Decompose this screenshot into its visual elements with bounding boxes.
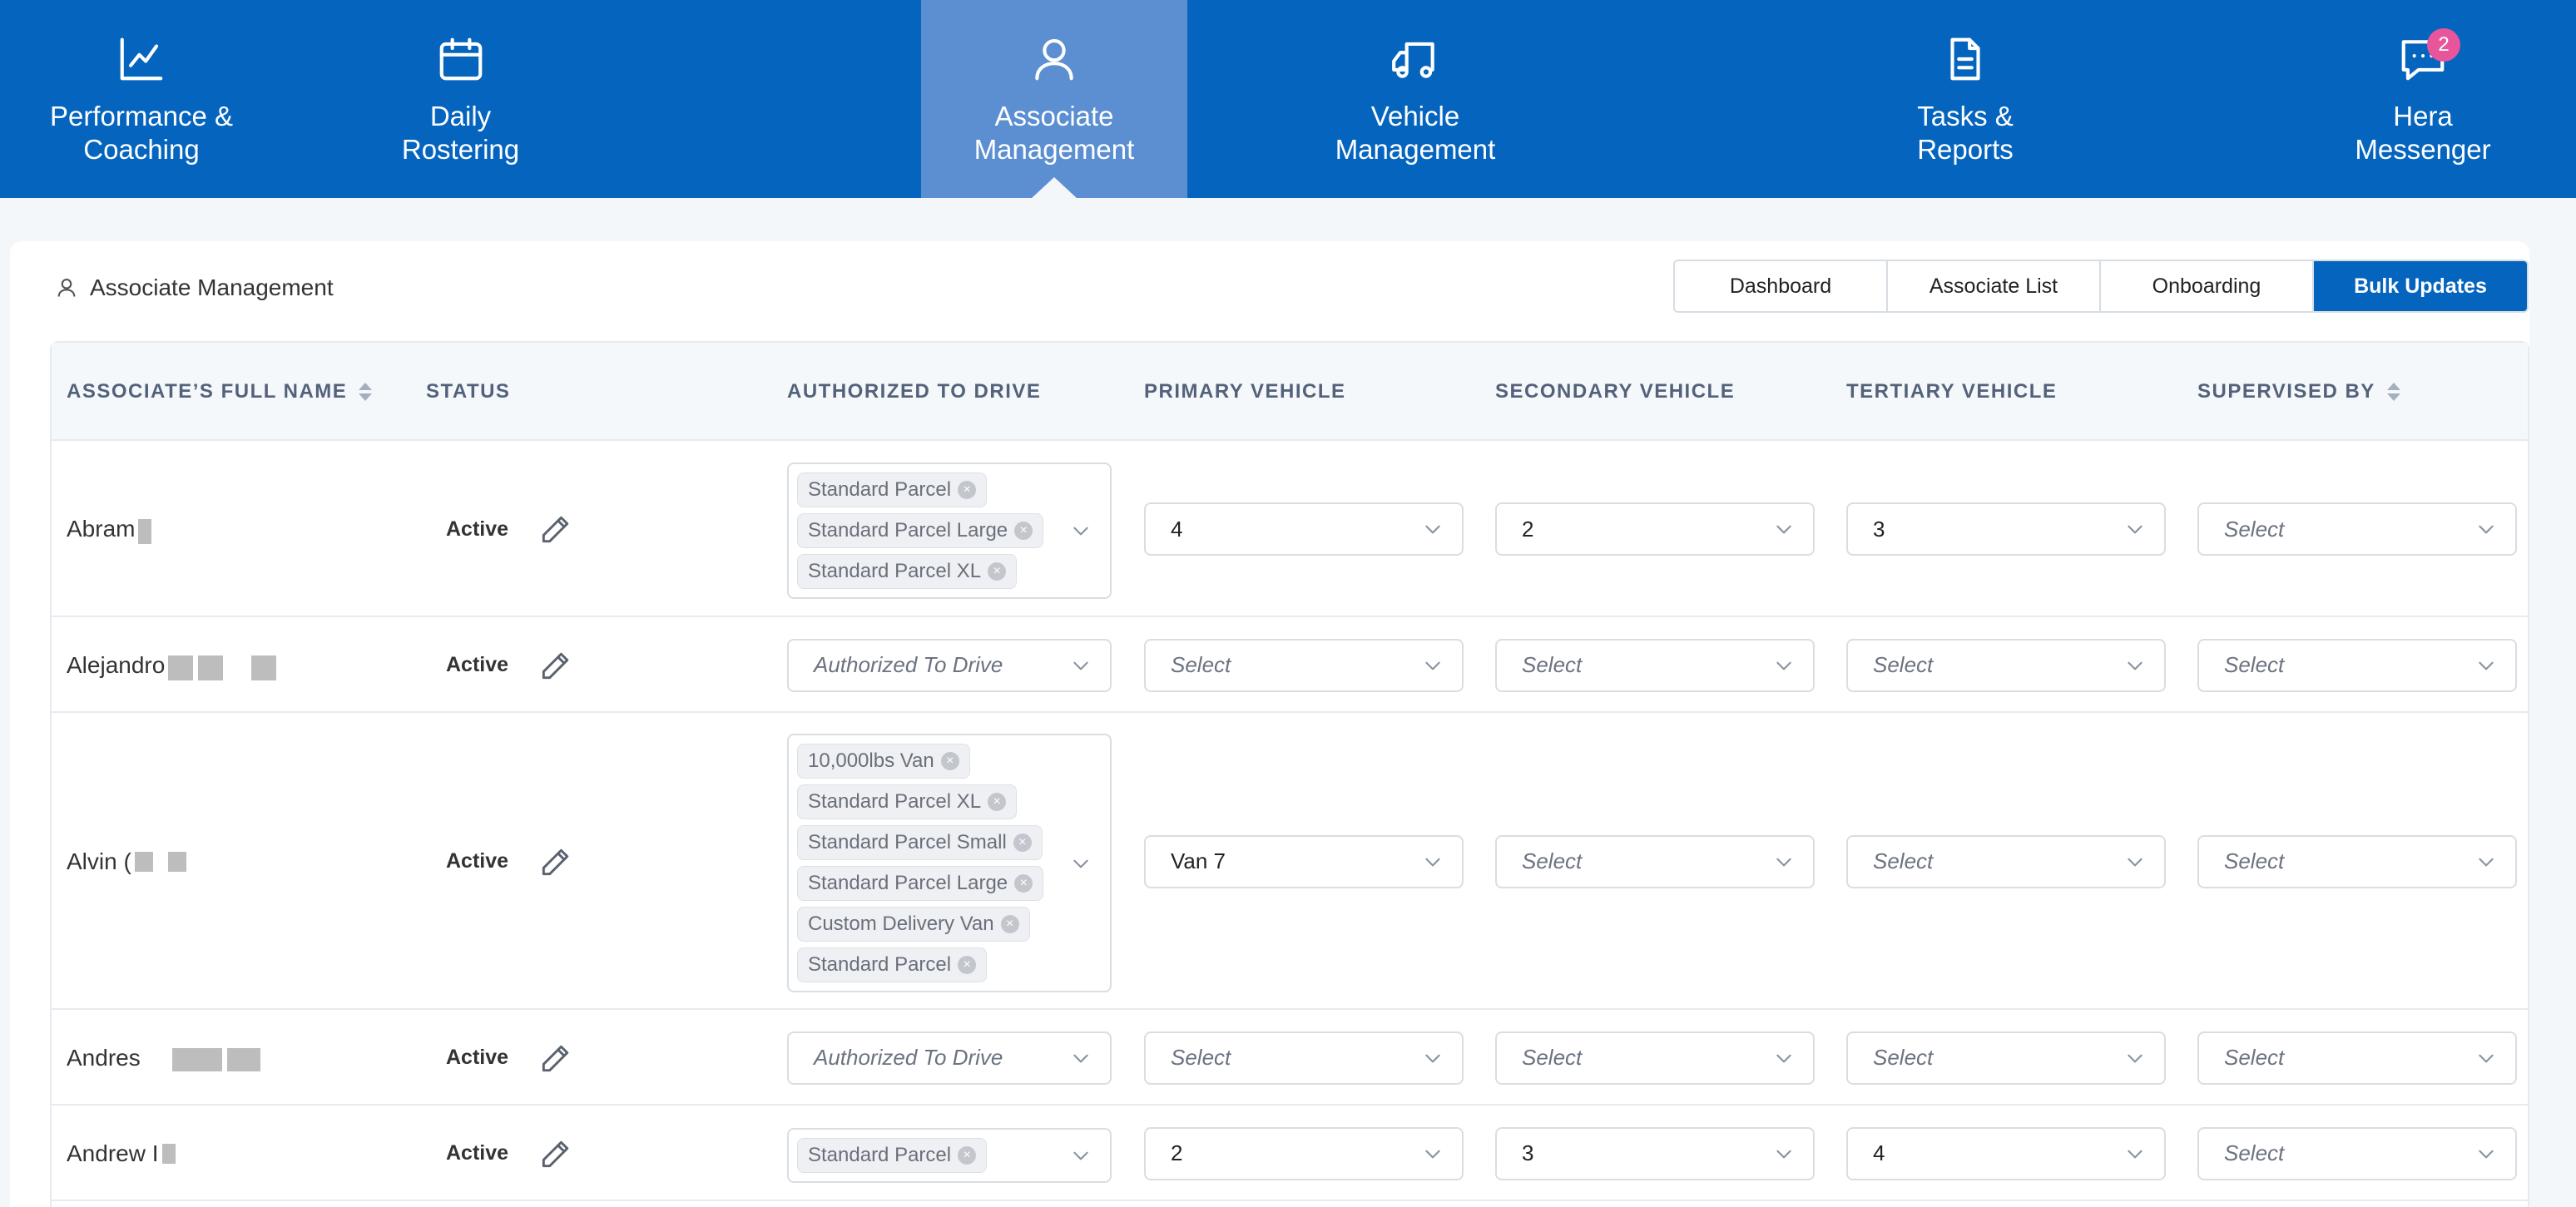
chevron-down-icon [2475, 1143, 2497, 1165]
tag-label: Standard Parcel [808, 478, 952, 501]
tab-bulk-updates[interactable]: Bulk Updates [2314, 261, 2527, 311]
column-header-label: AUTHORIZED TO DRIVE [787, 380, 1042, 403]
supervised-by-select[interactable] [2197, 502, 2517, 556]
select-value: 4 [1171, 516, 1183, 542]
vehicle-type-tag [797, 554, 1017, 589]
edit-status-pencil-icon[interactable] [537, 843, 574, 880]
sort-icon[interactable] [359, 383, 372, 401]
document-icon [1939, 33, 1991, 85]
associate-name [67, 845, 251, 878]
associate-name-text: Abram [67, 516, 136, 542]
nav-label: Vehicle Management [1335, 101, 1496, 165]
view-tabs [1673, 260, 2529, 313]
table-row [52, 1106, 2528, 1201]
supervised-by-select[interactable] [2197, 639, 2517, 692]
nav-label: Tasks & Reports [1917, 101, 2014, 165]
column-header-name[interactable] [67, 343, 372, 441]
chevron-down-icon [1773, 851, 1795, 873]
card-header [10, 241, 2529, 333]
top-navigation [0, 0, 2576, 198]
associate-name [67, 649, 285, 682]
supervised-by-select[interactable] [2197, 1127, 2517, 1180]
select-value: Select [2224, 652, 2285, 677]
associate-name-text: Andres [67, 1044, 141, 1071]
tag-label: Standard Parcel Large [808, 519, 1008, 542]
tag-label: Custom Delivery Van [808, 913, 994, 935]
column-header-primary [1144, 343, 1346, 441]
remove-tag-icon[interactable]: × [1013, 834, 1032, 852]
user-icon [55, 276, 78, 299]
vehicle-type-tag [797, 907, 1030, 942]
redacted-surname [162, 1139, 279, 1169]
tertiary-vehicle-select[interactable] [1846, 1031, 2166, 1085]
associate-name-text: Alejandro [67, 651, 166, 678]
tab-onboarding[interactable]: Onboarding [2101, 261, 2314, 311]
primary-vehicle-select[interactable] [1144, 835, 1464, 888]
primary-vehicle-select[interactable] [1144, 639, 1464, 692]
select-value: Select [1873, 848, 1934, 873]
authorized-to-drive-multiselect[interactable] [787, 1128, 1112, 1183]
edit-status-pencil-icon[interactable] [537, 511, 574, 547]
tag-label: Standard Parcel [808, 953, 952, 976]
tertiary-vehicle-select[interactable] [1846, 835, 2166, 888]
tab-dashboard[interactable]: Dashboard [1675, 261, 1888, 311]
tag-label: Standard Parcel XL [808, 560, 982, 582]
supervised-by-select[interactable] [2197, 1031, 2517, 1085]
column-header-label: PRIMARY VEHICLE [1144, 380, 1346, 403]
select-value: Select [1171, 1045, 1231, 1070]
select-value: Select [1873, 1045, 1934, 1070]
remove-tag-icon[interactable]: × [958, 481, 976, 499]
chevron-down-icon [2124, 1143, 2146, 1165]
notification-badge: 2 [2427, 28, 2460, 62]
column-header-label: SUPERVISED BY [2197, 380, 2375, 403]
chevron-down-icon [1773, 655, 1795, 676]
nav-tasks-reports[interactable] [1737, 0, 2193, 198]
vehicle-type-tag [797, 513, 1043, 548]
secondary-vehicle-select[interactable] [1495, 835, 1815, 888]
status-text: Active [446, 1046, 509, 1069]
vehicle-type-tag [797, 744, 970, 779]
table-row [52, 617, 2528, 713]
vehicle-type-tag [797, 472, 987, 507]
redacted-surname [144, 1043, 260, 1073]
select-value: 2 [1522, 516, 1534, 542]
chevron-down-icon [2475, 1047, 2497, 1069]
column-header-label: TERTIARY VEHICLE [1846, 380, 2058, 403]
edit-status-pencil-icon[interactable] [537, 1040, 574, 1076]
select-value: Select [2224, 1045, 2285, 1070]
remove-tag-icon[interactable]: × [1014, 522, 1033, 540]
associate-name [67, 512, 255, 546]
chevron-down-icon [1773, 1047, 1795, 1069]
chevron-down-icon [2124, 655, 2146, 676]
edit-status-pencil-icon[interactable] [537, 647, 574, 684]
bulk-updates-table [50, 341, 2529, 1207]
column-header-authorized [787, 343, 1041, 441]
redacted-surname [168, 650, 285, 680]
secondary-vehicle-select[interactable] [1495, 1031, 1815, 1085]
chevron-down-icon [1422, 655, 1444, 676]
chevron-down-icon [1773, 518, 1795, 540]
nav-performance-coaching[interactable] [0, 0, 283, 198]
chevron-down-icon [1422, 851, 1444, 873]
select-value: Select [1171, 652, 1231, 677]
redacted-surname [135, 847, 251, 877]
secondary-vehicle-select[interactable] [1495, 502, 1815, 556]
secondary-vehicle-select[interactable] [1495, 639, 1815, 692]
select-value: Select [2224, 516, 2285, 542]
nav-daily-rostering[interactable] [283, 0, 638, 198]
nav-hera-messenger[interactable] [2247, 0, 2576, 198]
page-title [55, 275, 334, 301]
column-header-status [426, 343, 510, 441]
main-card [10, 241, 2529, 1207]
select-value: Select [2224, 1140, 2285, 1165]
remove-tag-icon[interactable]: × [958, 1146, 976, 1165]
tertiary-vehicle-select[interactable] [1846, 1127, 2166, 1180]
nav-label: Daily Rostering [401, 101, 520, 165]
authorized-to-drive-select[interactable] [787, 1031, 1112, 1085]
column-header-label: ASSOCIATE’S FULL NAME [67, 380, 348, 403]
calendar-icon [435, 33, 487, 85]
remove-tag-icon[interactable]: × [1001, 915, 1019, 933]
tag-label: Standard Parcel [808, 1143, 952, 1166]
authorized-to-drive-multiselect[interactable] [787, 463, 1112, 599]
select-value: 3 [1873, 516, 1885, 542]
chevron-down-icon [1422, 1143, 1444, 1165]
nav-label: Hera Messenger [2355, 101, 2491, 165]
page-title-text: Associate Management [90, 275, 334, 300]
tag-label: Standard Parcel Small [808, 831, 1007, 853]
table-row [52, 1010, 2528, 1106]
primary-vehicle-select[interactable] [1144, 502, 1464, 556]
associate-name [67, 1137, 279, 1170]
select-value: Select [2224, 848, 2285, 873]
user-icon [1028, 33, 1080, 85]
chevron-down-icon [2124, 1047, 2146, 1069]
status-text: Active [446, 1141, 509, 1165]
chevron-down-icon [1422, 518, 1444, 540]
vehicle-type-tag [797, 1138, 987, 1173]
select-value: Select [1522, 652, 1583, 677]
chevron-down-icon [2475, 655, 2497, 676]
column-header-tertiary [1846, 343, 2057, 441]
status-text: Active [446, 517, 509, 541]
chevron-down-icon [2124, 851, 2146, 873]
authorized-to-drive-select[interactable] [787, 639, 1112, 692]
select-value: Select [1522, 1045, 1583, 1070]
chevron-down-icon [1773, 1143, 1795, 1165]
chat-icon [2397, 33, 2449, 85]
edit-status-pencil-icon[interactable] [537, 1135, 574, 1172]
table-row [52, 713, 2528, 1010]
remove-tag-icon[interactable]: × [958, 956, 976, 974]
associate-name [67, 1041, 260, 1075]
vehicle-type-tag [797, 784, 1017, 819]
tag-label: Standard Parcel Large [808, 872, 1008, 894]
vehicle-type-tag [797, 825, 1043, 860]
chevron-down-icon [1070, 520, 1092, 542]
tag-label: Standard Parcel XL [808, 790, 982, 813]
tab-associate-list[interactable]: Associate List [1888, 261, 2101, 311]
chevron-down-icon [2475, 518, 2497, 540]
chevron-down-icon [1070, 853, 1092, 874]
tertiary-vehicle-select[interactable] [1846, 502, 2166, 556]
chevron-down-icon [1070, 1145, 1092, 1166]
select-value: Authorized To Drive [814, 652, 1003, 677]
select-value: Authorized To Drive [814, 1045, 1003, 1070]
nav-label: Associate Management [973, 101, 1135, 165]
column-header-secondary [1495, 343, 1735, 441]
remove-tag-icon[interactable]: × [988, 793, 1006, 811]
select-value: Select [1873, 652, 1934, 677]
chevron-down-icon [1422, 1047, 1444, 1069]
primary-vehicle-select[interactable] [1144, 1031, 1464, 1085]
vehicle-type-tag [797, 866, 1043, 901]
remove-tag-icon[interactable]: × [988, 562, 1006, 581]
remove-tag-icon[interactable]: × [941, 752, 959, 770]
column-header-supervised[interactable] [2197, 343, 2400, 441]
column-header-label: STATUS [426, 380, 511, 403]
chevron-down-icon [1070, 1047, 1092, 1069]
redacted-surname [138, 514, 255, 544]
associate-name-text: Andrew I [67, 1140, 159, 1166]
secondary-vehicle-select[interactable] [1495, 1127, 1815, 1180]
authorized-to-drive-multiselect[interactable] [787, 734, 1112, 992]
select-value: 2 [1171, 1140, 1183, 1165]
sort-icon[interactable] [2387, 383, 2400, 401]
tag-label: 10,000lbs Van [808, 749, 934, 772]
chevron-down-icon [2124, 518, 2146, 540]
select-value: 3 [1522, 1140, 1534, 1165]
chevron-down-icon [2475, 851, 2497, 873]
truck-icon [1390, 33, 1441, 85]
column-header-label: SECONDARY VEHICLE [1495, 380, 1736, 403]
vehicle-type-tag [797, 947, 987, 982]
chart-line-icon [116, 33, 167, 85]
associate-name-text: Alvin ( [67, 848, 131, 874]
select-value: Van 7 [1171, 848, 1226, 873]
select-value: Select [1522, 848, 1583, 873]
remove-tag-icon[interactable]: × [1014, 874, 1033, 893]
nav-associate-management[interactable] [921, 0, 1187, 198]
table-row [52, 441, 2528, 617]
table-header [52, 343, 2528, 441]
chevron-down-icon [1070, 655, 1092, 676]
nav-vehicle-management[interactable] [1187, 0, 1643, 198]
nav-label: Performance & Coaching [49, 101, 234, 165]
tertiary-vehicle-select[interactable] [1846, 639, 2166, 692]
status-text: Active [446, 849, 509, 873]
supervised-by-select[interactable] [2197, 835, 2517, 888]
status-text: Active [446, 653, 509, 676]
primary-vehicle-select[interactable] [1144, 1127, 1464, 1180]
select-value: 4 [1873, 1140, 1885, 1165]
